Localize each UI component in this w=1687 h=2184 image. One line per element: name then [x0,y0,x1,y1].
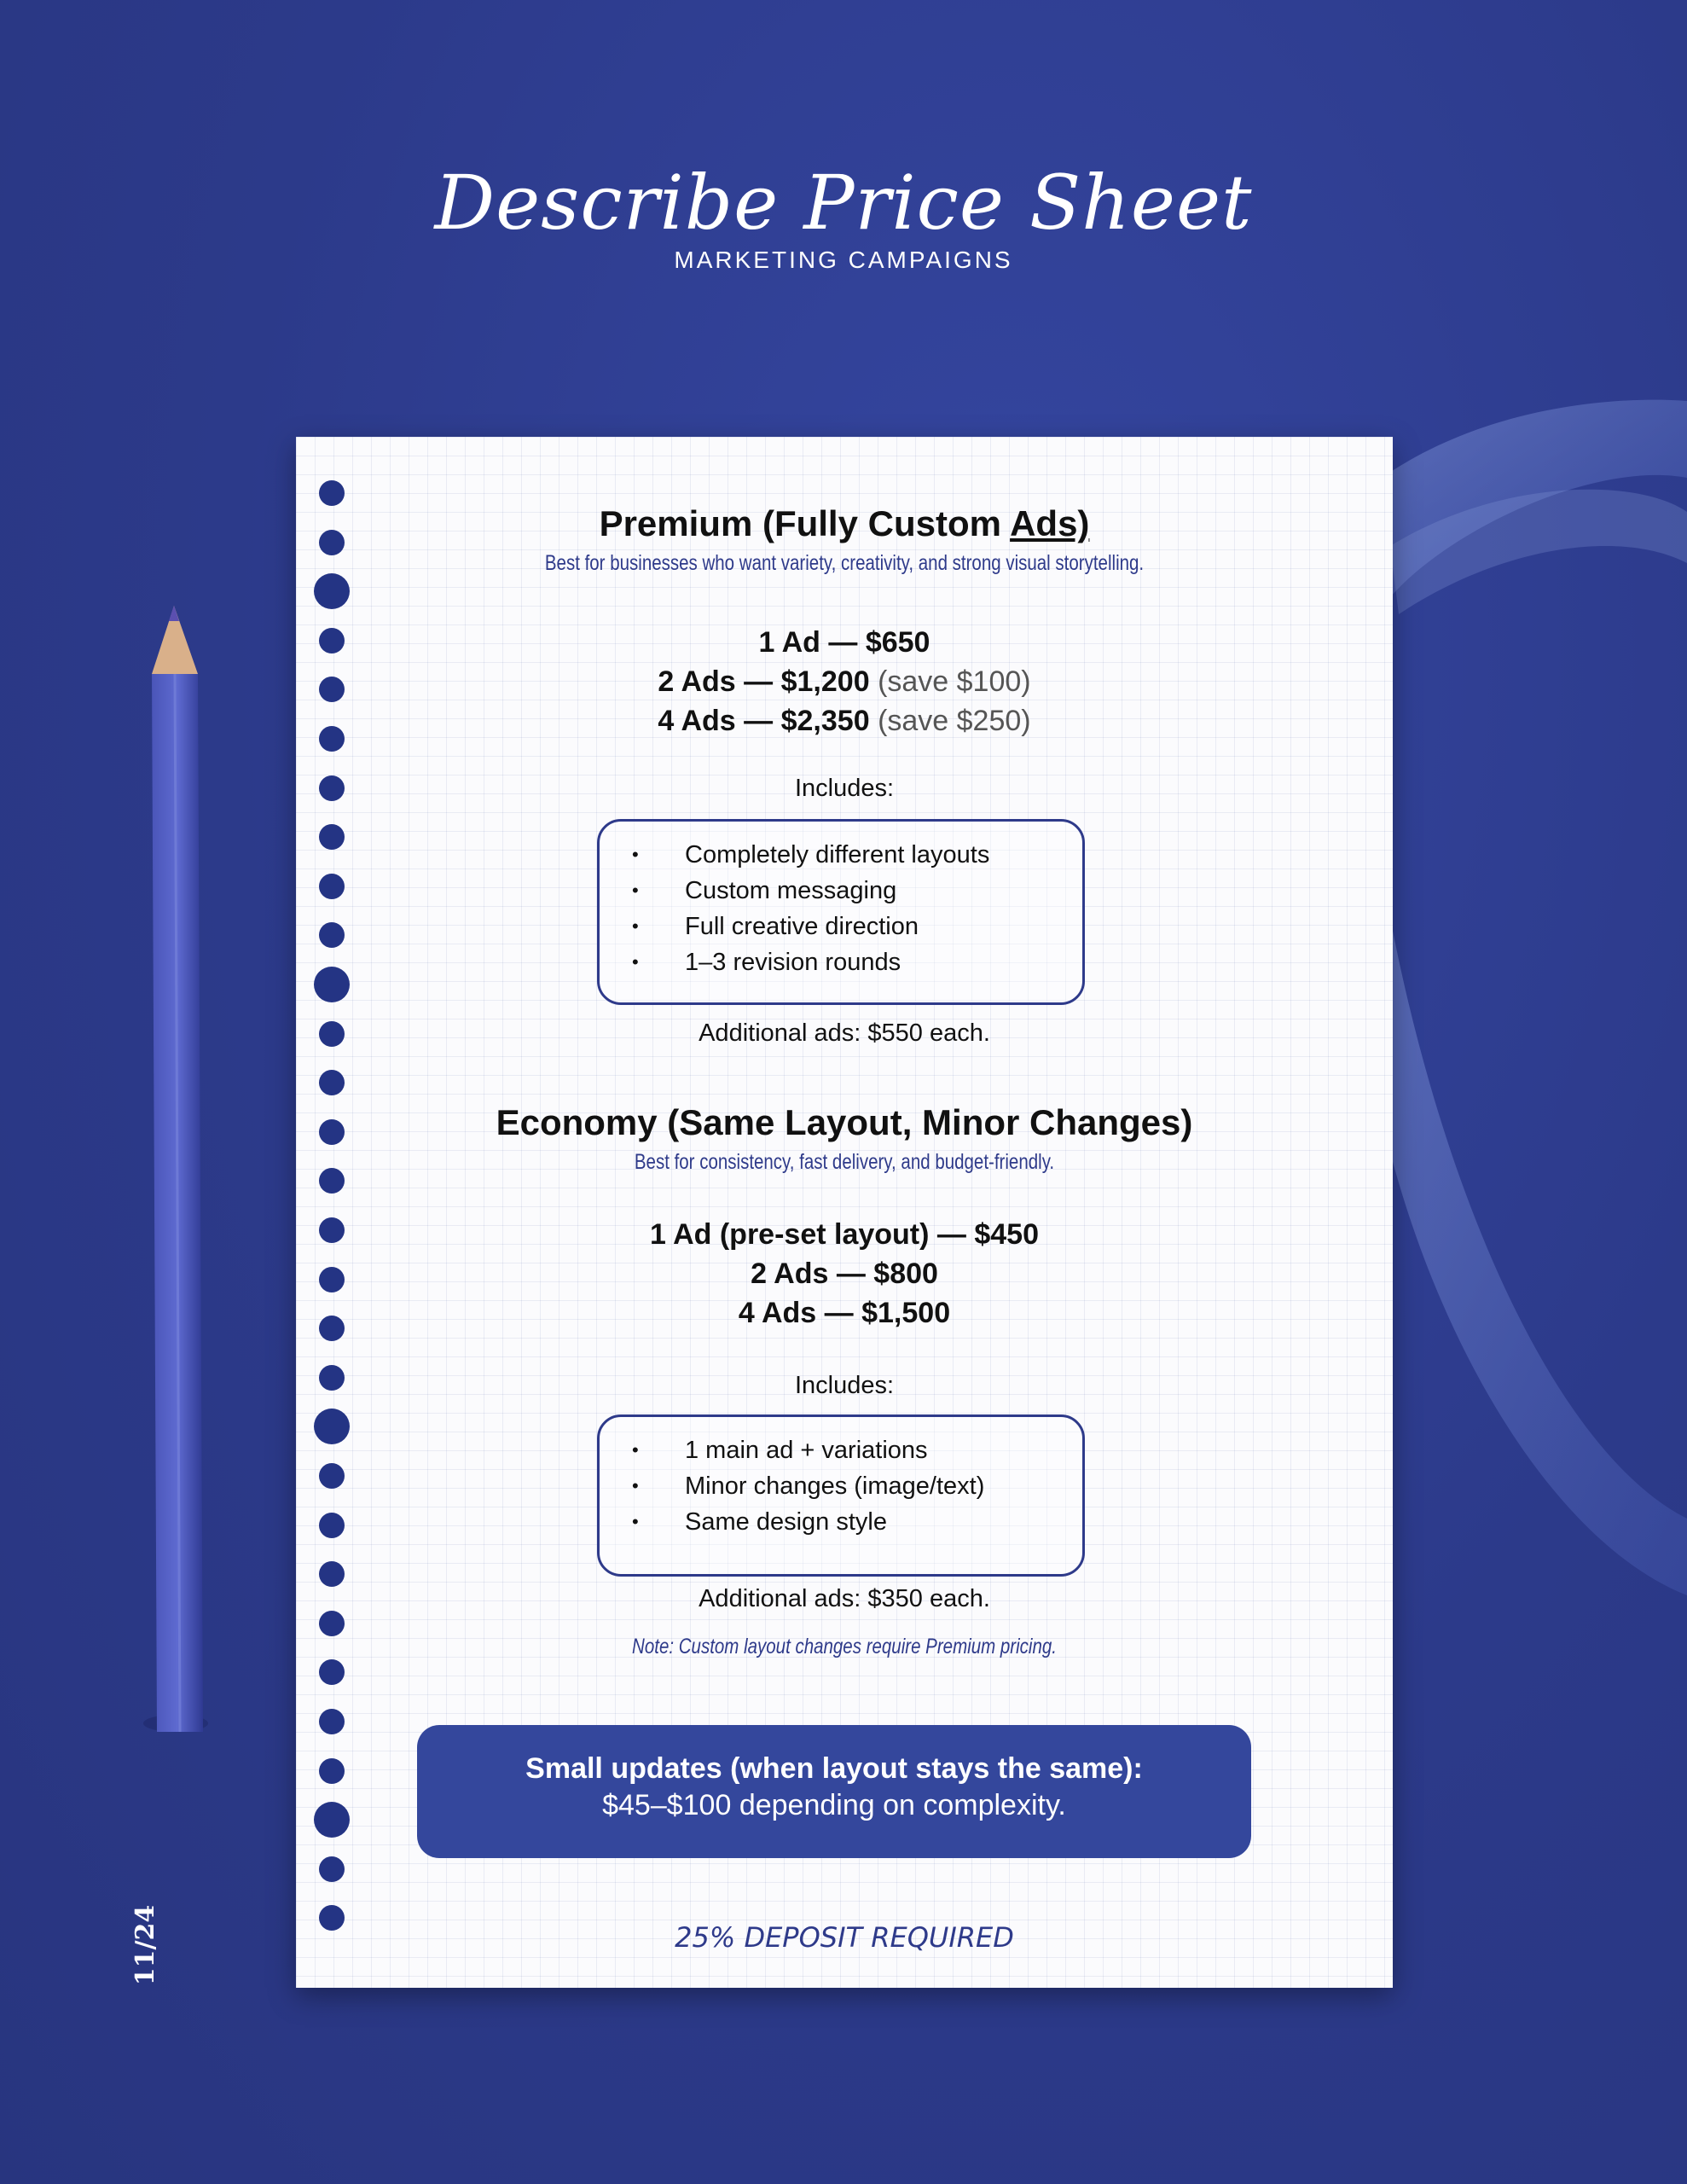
premium-price-2: 2 Ads — $1,200 (save $100) [658,665,1031,698]
page-header [0,159,1687,274]
economy-price-3: 4 Ads — $1,500 [738,1297,951,1329]
list-item: • Custom messaging [632,877,897,904]
economy-prices [296,1215,1393,1333]
economy-description: Best for consistency, fast delivery, and budget-friendly. [634,1150,1055,1174]
premium-prices [296,623,1393,741]
page-title: Describe Price Sheet [434,159,1253,247]
small-updates-box [417,1725,1251,1858]
list-item: • Minor changes (image/text) [632,1472,985,1500]
premium-includes-box [597,819,1085,1005]
page-number: 11/24 [130,1904,160,1986]
small-updates-price: $45–$100 depending on complexity. [602,1789,1066,1821]
premium-description: Best for businesses who want variety, creativity, and strong visual storytelling. [544,551,1145,575]
economy-price-2: 2 Ads — $800 [751,1258,938,1290]
premium-additional: Additional ads: $550 each. [699,1019,990,1047]
premium-title-underlined: Ads) [1010,503,1090,543]
deposit-note: 25% DEPOSIT REQUIRED [675,1921,1014,1954]
pencil-icon [126,589,208,1749]
list-item: • 1 main ad + variations [632,1437,928,1464]
premium-price-1: 1 Ad — $650 [758,626,930,659]
economy-price-1: 1 Ad (pre-set layout) — $450 [650,1218,1039,1251]
small-updates-title: Small updates (when layout stays the same): [525,1752,1143,1785]
page-subtitle: MARKETING CAMPAIGNS [674,246,1013,273]
economy-title: Economy (Same Layout, Minor Changes) [496,1102,1193,1142]
economy-additional: Additional ads: $350 each. [699,1585,990,1612]
premium-price-3: 4 Ads — $2,350 (save $250) [658,705,1031,737]
list-item: • Completely different layouts [632,841,990,868]
economy-includes-label: Includes: [794,1372,895,1399]
list-item: • 1–3 revision rounds [632,949,901,976]
notebook-paper [296,437,1393,1988]
list-item: • Same design style [632,1508,887,1536]
economy-includes-box [597,1414,1085,1577]
economy-note: Note: Custom layout changes require Premium pricing. [632,1635,1057,1658]
premium-title [296,503,1393,544]
premium-includes-label: Includes: [794,775,895,802]
premium-title-main: Premium (Fully Custom [599,503,1011,543]
list-item: • Full creative direction [632,913,919,940]
